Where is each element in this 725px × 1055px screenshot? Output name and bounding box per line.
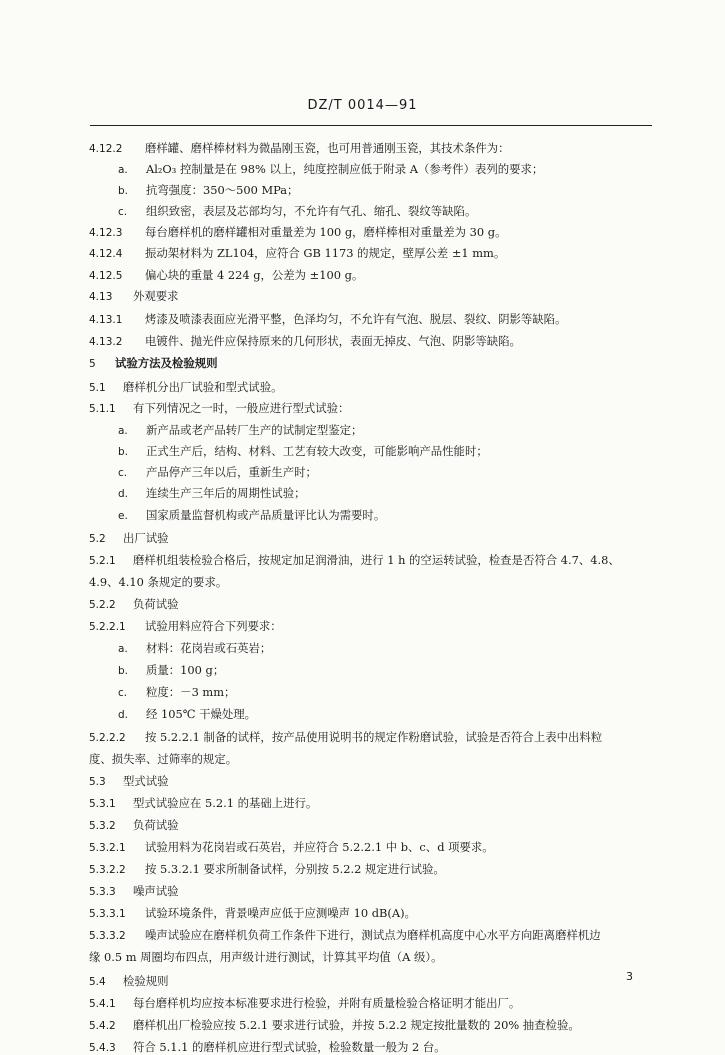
line-text: 出厂试验 [123,531,169,545]
continuation-line [89,575,227,589]
line-text: 磨样机分出厂试验和型式试验。 [123,380,283,394]
line-text: 型式试验 [123,774,169,788]
clause-number: 4.13 [89,291,113,303]
clause-number: 5.3.3.1 [89,908,126,920]
list-item [118,707,256,722]
clause-line [89,401,349,416]
continuation-line [89,950,442,964]
clause-line [89,1018,580,1033]
line-text: 电镀件、抛光件应保持原来的几何形状，表面无掉皮、气泡、阴影等缺陷。 [145,334,521,348]
clause-line [89,619,282,634]
clause-number: 5.3.2.2 [89,864,126,876]
clause-line [89,268,363,283]
clause-line [89,974,169,989]
line-text: 新产品或老产品转厂生产的试制定型鉴定； [146,423,363,437]
clause-number: 5.3 [89,776,106,788]
item-label: d. [118,488,129,500]
clause-line [89,906,416,921]
line-text: 振动架材料为 ZL104，应符合 GB 1173 的规定，壁厚公差 ±1 mm。 [145,246,506,260]
item-label: c. [118,206,128,218]
standard-code-header: DZ/T 0014—91 [307,98,418,113]
clause-number: 5 [89,358,96,370]
line-text: 抗弯强度：350～500 MPa； [146,183,299,197]
line-text: 粒度：－3 mm； [146,685,236,699]
line-text: 度、损失率、过筛率的规定。 [89,752,238,766]
clause-line [89,862,445,877]
list-item [118,162,543,177]
header-rule [90,125,652,126]
line-text: 按 5.2.2.1 制备的试样，按产品使用说明书的规定作粉磨试验，试验是否符合上表中出料粒 [145,730,603,744]
item-label: d. [118,709,129,721]
clause-line [89,141,510,156]
clause-number: 4.13.1 [89,314,123,326]
list-item [118,486,305,501]
clause-line [89,380,282,395]
item-label: a. [118,164,128,176]
line-text: 组织致密，表层及芯部均匀，不允许有气孔、缩孔、裂纹等缺陷。 [146,204,477,218]
line-text: 每台磨样机均应按本标准要求进行检验，并附有质量检验合格证明才能出厂。 [133,996,521,1010]
clause-number: 5.3.3.2 [89,930,126,942]
line-text: Al₂O₃ 控制量是在 98% 以上，纯度控制应低于附录 A（参考件）表列的要求； [146,162,544,176]
clause-line [89,774,169,789]
list-item [118,685,235,700]
clause-number: 5.3.3 [89,886,116,898]
list-item [118,204,476,219]
line-text: 按 5.3.2.1 要求所制备试样，分别按 5.2.2 规定进行试验。 [145,862,445,876]
line-text: 试验用料为花岗岩或石英岩，并应符合 5.2.2.1 中 b、c、d 项要求。 [145,840,494,854]
list-item [118,423,362,438]
item-label: a. [118,425,128,437]
line-text: 材料：花岗岩或石英岩； [146,641,272,655]
clause-number: 4.12.3 [89,227,123,239]
line-text: 正式生产后，结构、材料、工艺有较大改变，可能影响产品性能时； [146,444,488,458]
item-label: c. [118,687,128,699]
clause-number: 5.3.2.1 [89,842,126,854]
clause-line [89,796,317,811]
clause-line [89,597,179,612]
line-text: 负荷试验 [133,597,179,611]
line-text: 试验环境条件，背景噪声应低于应测噪声 10 dB(A)。 [145,906,416,920]
item-label: b. [118,665,129,677]
line-text: 外观要求 [133,289,179,303]
clause-number: 5.2.2 [89,599,116,611]
clause-number: 5.4.1 [89,998,116,1010]
item-label: e. [118,510,128,522]
line-text: 烤漆及喷漆表面应光滑平整，色泽均匀，不允许有气泡、脱层、裂纹、阴影等缺陷。 [145,312,567,326]
clause-number: 4.13.2 [89,336,123,348]
clause-number: 4.12.4 [89,248,123,260]
line-text: 型式试验应在 5.2.1 的基础上进行。 [133,796,318,810]
clause-line [89,531,169,546]
list-item [118,465,317,480]
list-item [118,508,385,523]
line-text: 每台磨样机的磨样罐相对重量差为 100 g，磨样棒相对重量差为 30 g。 [145,225,507,239]
list-item [118,444,488,459]
clause-line [89,1040,446,1055]
list-item [118,183,298,198]
clause-line [89,289,179,304]
line-text: 磨样机出厂检验应按 5.2.1 要求进行试验，并按 5.2.2 规定按批量数的 20% 抽查检验。 [133,1018,580,1032]
clause-line [89,312,566,327]
clause-number: 5.2.2.2 [89,732,126,744]
item-label: b. [118,446,129,458]
clause-number: 5.1.1 [89,403,116,415]
clause-line [89,730,602,745]
clause-line [89,225,506,240]
clause-number: 5.2.2.1 [89,621,126,633]
clause-number: 5.1 [89,382,106,394]
line-text: 符合 5.1.1 的磨样机应进行型式试验，检验数量一般为 2 台。 [133,1040,446,1054]
line-text: 产品停产三年以后，重新生产时； [146,465,317,479]
line-text: 经 105℃ 干燥处理。 [146,707,257,721]
item-label: a. [118,643,128,655]
clause-number: 5.4 [89,976,106,988]
line-text: 检验规则 [123,974,169,988]
line-text: 噪声试验应在磨样机负荷工作条件下进行，测试点为磨样机高度中心水平方向距离磨样机边 [145,928,601,942]
clause-number: 5.2 [89,533,106,545]
line-text: 试验方法及检验规则 [115,356,218,370]
clause-number: 4.12.2 [89,143,123,155]
clause-number: 5.4.2 [89,1020,116,1032]
line-text: 连续生产三年后的周期性试验； [146,486,306,500]
clause-number: 4.12.5 [89,270,123,282]
clause-line [89,996,520,1011]
clause-line [89,818,179,833]
clause-line [89,356,218,371]
line-text: 试验用料应符合下列要求： [145,619,282,633]
list-item [118,663,224,678]
line-text: 磨样机组装检验合格后，按规定加足润滑油，进行 1 h 的空运转试验，检查是否符合 4.7、4.8、 [133,553,620,567]
item-label: c. [118,467,128,479]
line-text: 国家质量监督机构或产品质量评比认为需要时。 [146,508,386,522]
clause-number: 5.3.1 [89,798,116,810]
line-text: 负荷试验 [133,818,179,832]
clause-line [89,334,521,349]
item-label: b. [118,185,129,197]
clause-line [89,928,601,943]
line-text: 缘 0.5 m 周圈均布四点，用声级计进行测试，计算其平均值（A 级）。 [89,950,443,964]
line-text: 有下列情况之一时，一般应进行型式试验： [133,401,350,415]
line-text: 磨样罐、磨样棒材料为微晶刚玉瓷，也可用普通刚玉瓷，其技术条件为： [145,141,510,155]
continuation-line [89,752,237,766]
clause-number: 5.2.1 [89,555,116,567]
line-text: 4.9、4.10 条规定的要求。 [89,575,228,589]
clause-line [89,884,179,899]
page-number: 3 [626,970,633,983]
clause-line [89,840,494,855]
list-item [118,641,271,656]
clause-number: 5.3.2 [89,820,116,832]
line-text: 偏心块的重量 4 224 g，公差为 ±100 g。 [145,268,364,282]
clause-line [89,553,620,568]
line-text: 噪声试验 [133,884,179,898]
line-text: 质量：100 g； [146,663,225,677]
clause-line [89,246,505,261]
clause-number: 5.4.3 [89,1042,116,1054]
